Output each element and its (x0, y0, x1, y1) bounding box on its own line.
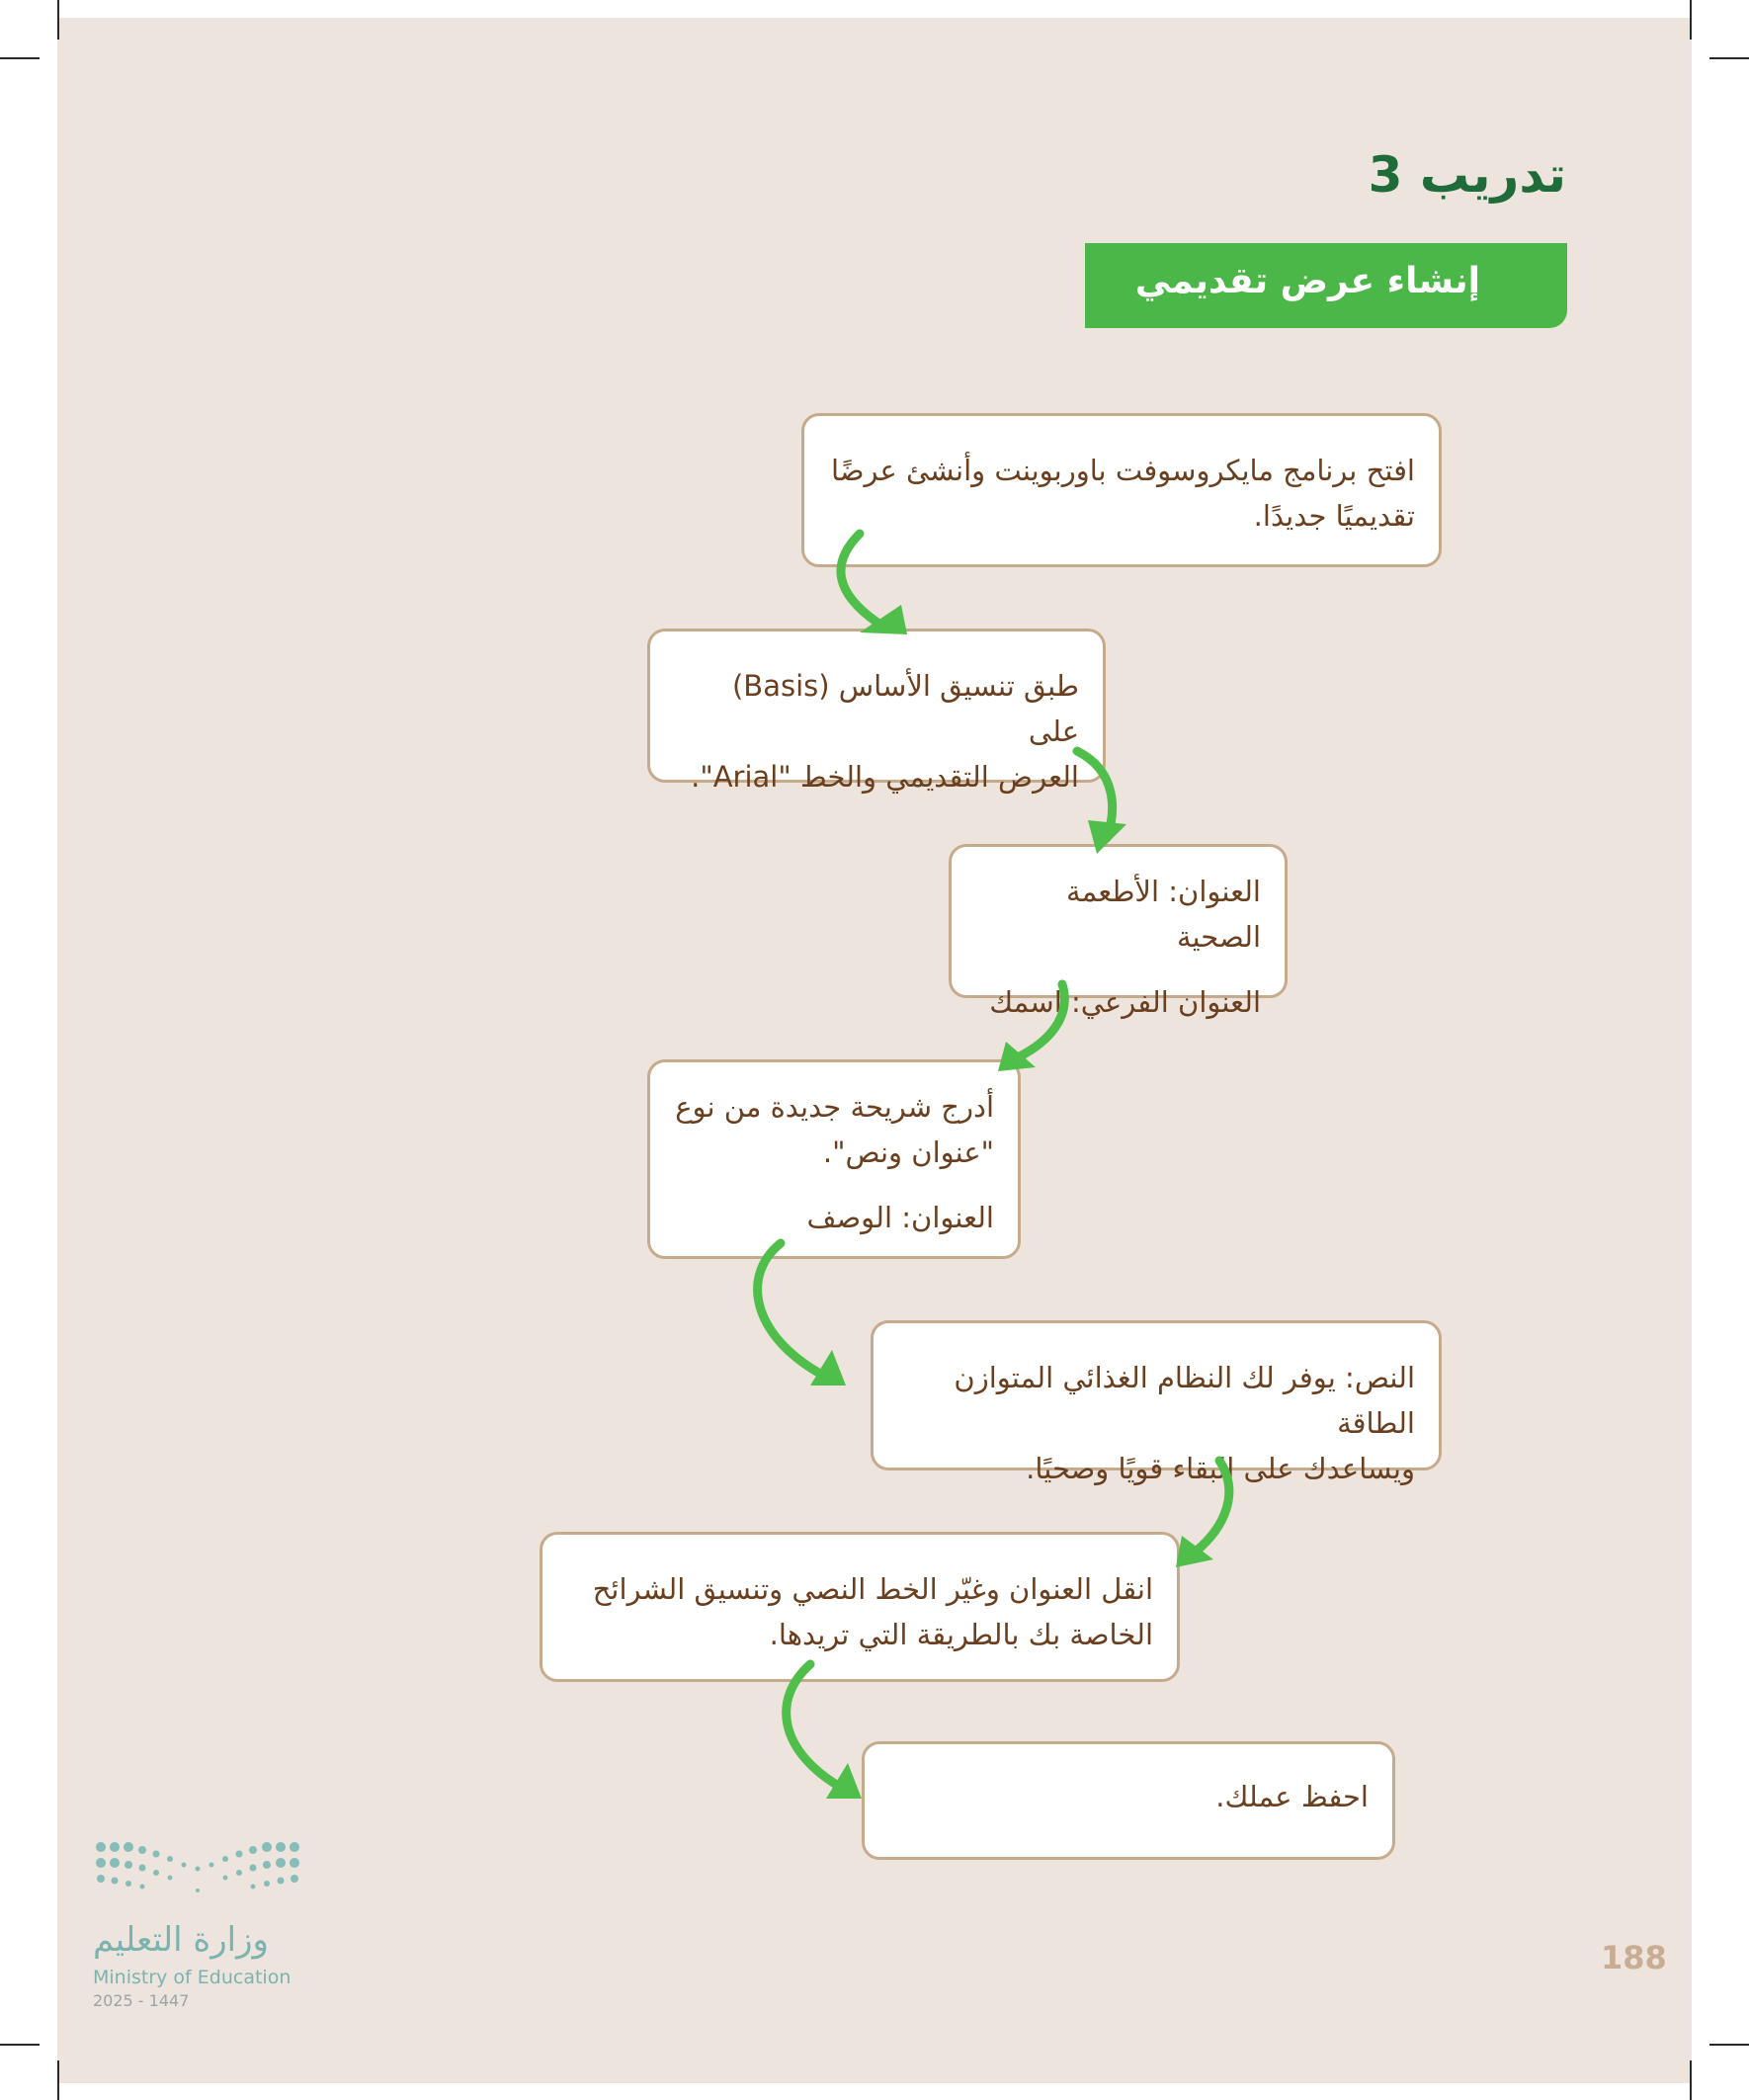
arrow-connector (787, 1664, 835, 1784)
section-banner-label: إنشاء عرض تقديمي (1134, 261, 1480, 301)
step-text: النص: يوفر لك النظام الغذائي المتوازن الطاقة (954, 1361, 1415, 1440)
ministry-name-arabic: وزارة التعليم (93, 1920, 269, 1960)
step-text: انقل العنوان وغيّر الخط النصي وتنسيق الشرائح (592, 1572, 1153, 1606)
step-text: أدرج شريحة جديدة من نوع (675, 1090, 994, 1124)
page-title: تدريب 3 (1368, 146, 1566, 204)
step-text: العرض التقديمي والخط "Arial". (691, 760, 1079, 794)
step-text: افتح برنامج مايكروسوفت باوربوينت وأنشئ عرضًا (830, 454, 1415, 487)
ministry-name-english: Ministry of Education (93, 1967, 292, 1988)
page-number: 188 (1601, 1939, 1667, 1976)
arrow-connector (841, 534, 877, 623)
arrow-head (1088, 820, 1126, 854)
step-text: العنوان الفرعي: اسمك (989, 985, 1261, 1019)
step-text: العنوان: الأطعمة الصحية (1066, 875, 1261, 954)
step-text: العنوان: الوصف (806, 1201, 994, 1234)
arrow-connector (1196, 1461, 1229, 1552)
step-text: ويساعدك على البقاء قويًا وصحيًا. (1026, 1452, 1415, 1485)
step-text: "عنوان ونص". (822, 1135, 994, 1169)
step-text: تقديميًا جديدًا. (1253, 499, 1415, 533)
edition-year: 2025 - 1447 (93, 1991, 190, 2010)
arrow-connector (758, 1243, 820, 1374)
step-text: طبق تنسيق الأساس (Basis) على (731, 669, 1079, 748)
step-text: احفظ عملك. (1215, 1780, 1369, 1813)
step-text: الخاصة بك بالطريقة التي تريدها. (769, 1618, 1153, 1651)
arrow-connector (1018, 984, 1064, 1057)
